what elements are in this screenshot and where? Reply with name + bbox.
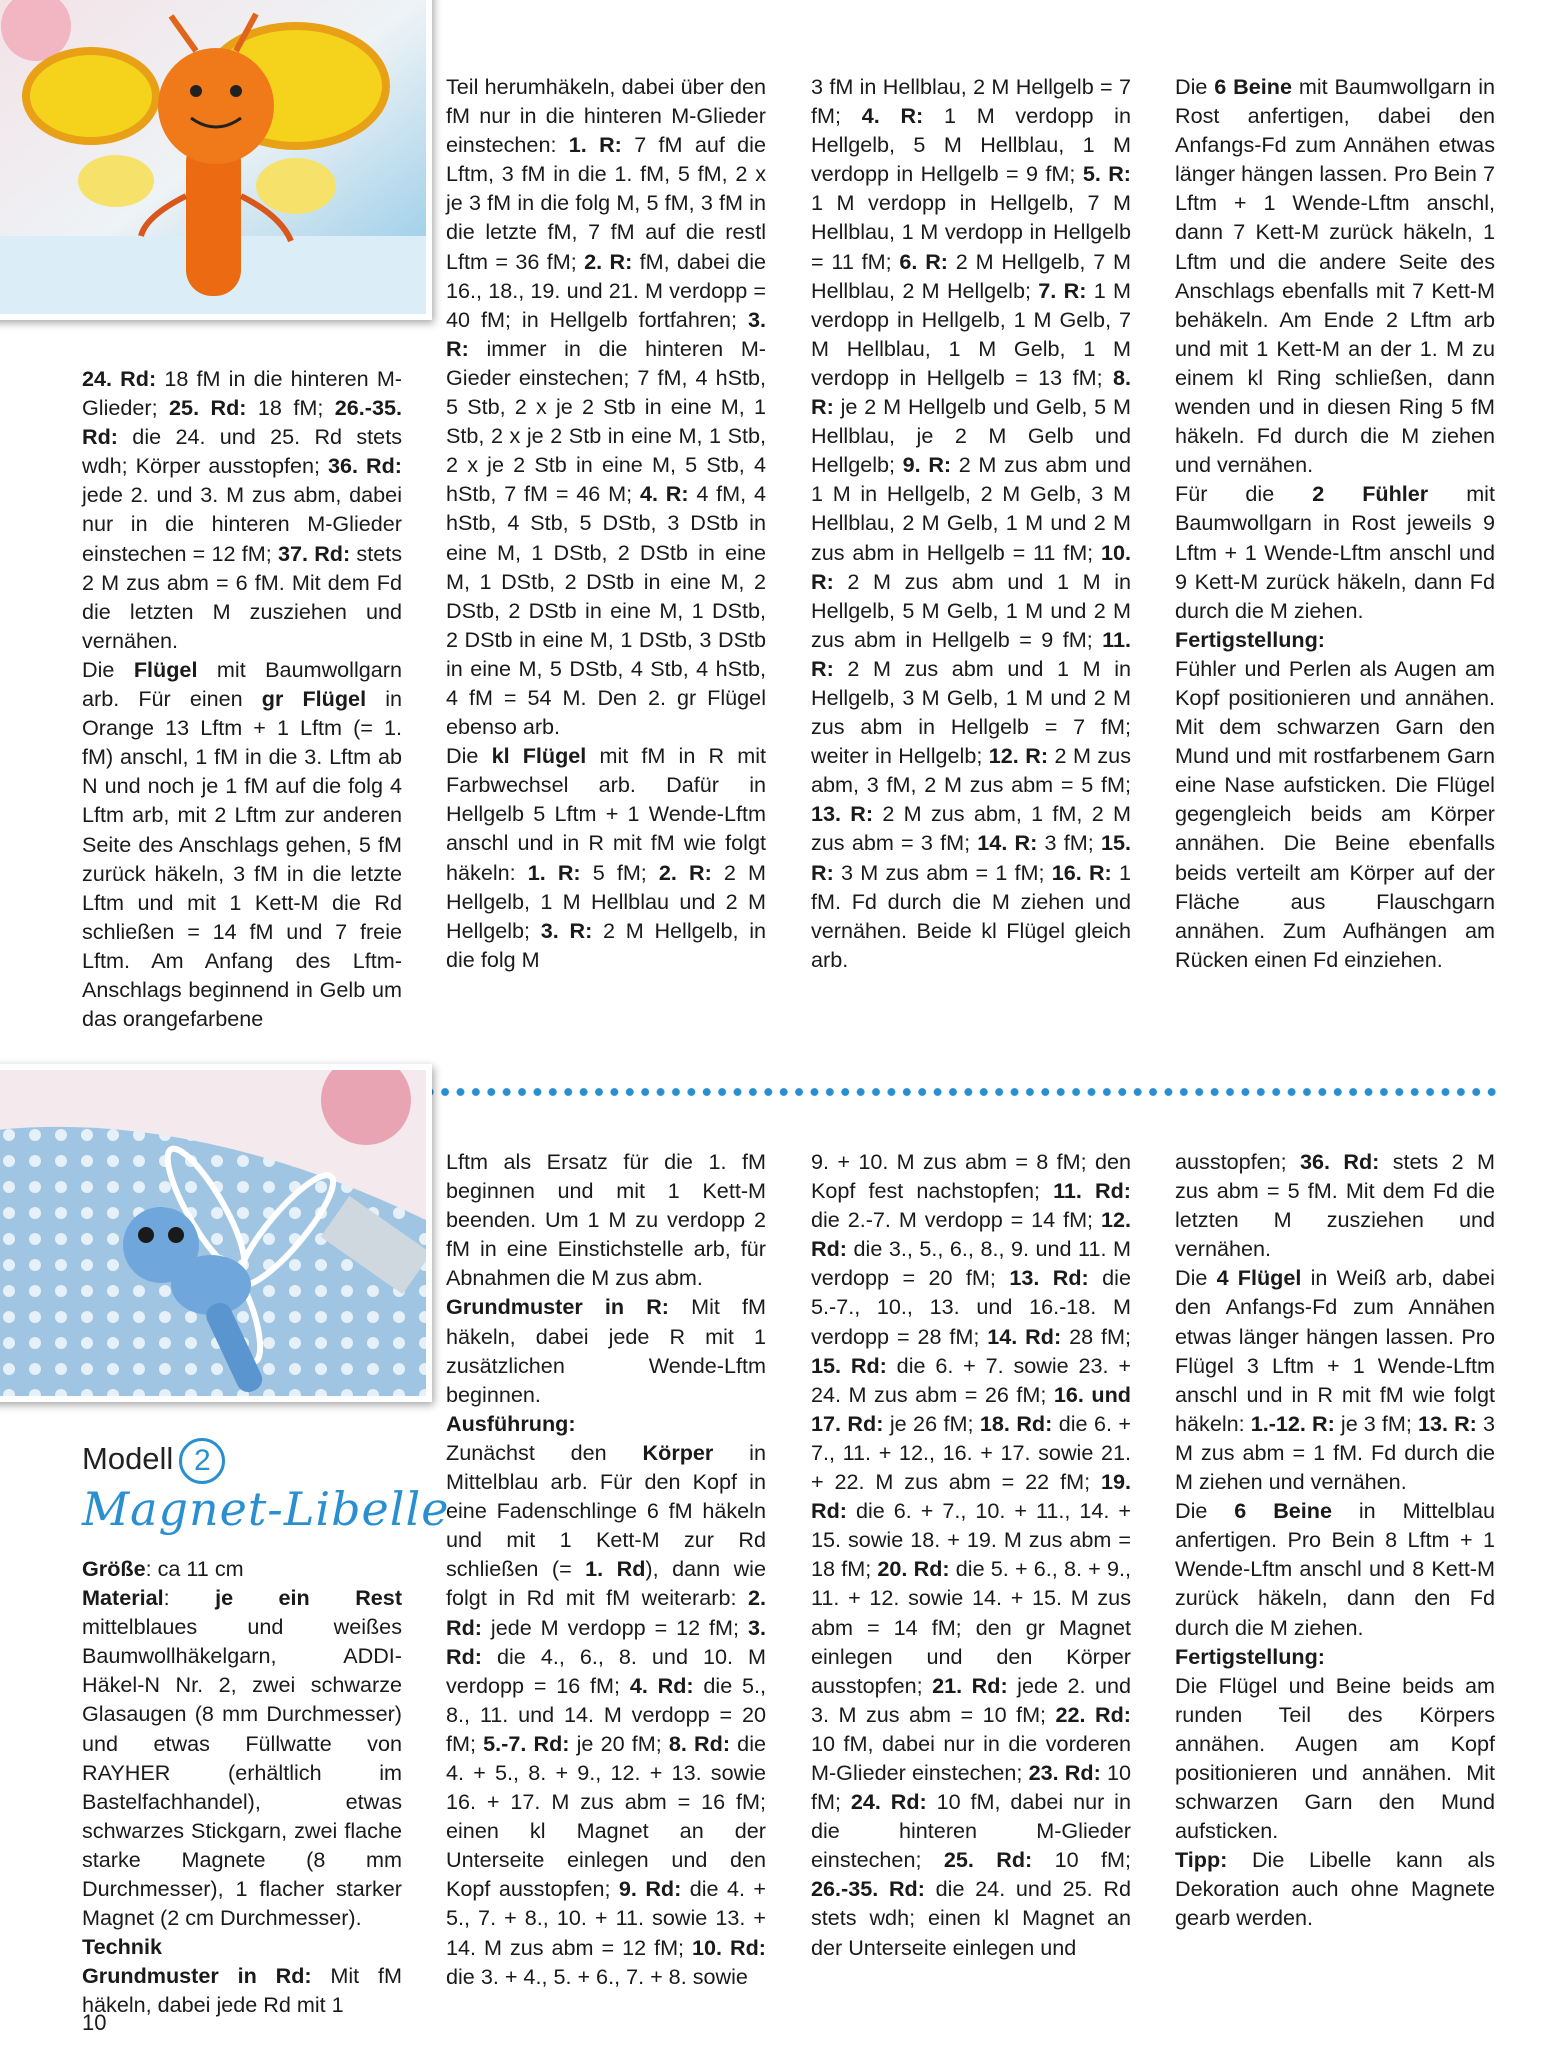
text-paragraph: 24. Rd: 18 fM in die hinteren M-Glieder; 25. Rd: 18 fM; 26.-35. Rd: die 24. und 25. Rd stets wdh; Körper ausstopfen; 36. Rd: jede 2. und 3. M zus abm, dabei nur in die hinteren M-Glieder einstechen = 12 fM; 37. Rd: stets 2 M zus abm = 6 fM. Mit dem Fd die letzten M zusziehen und vernähen. — [82, 366, 403, 653]
section-heading: Ausführung: — [446, 1410, 576, 1436]
text-paragraph: Grundmuster in R: Mit fM häkeln, dabei jede R mit 1 zusätzlichen Wende-Lftm beginnen. — [446, 1294, 766, 1407]
top-column-2 — [446, 72, 766, 974]
page-number: 10 — [82, 2010, 107, 2035]
top-column-4 — [1175, 72, 1495, 974]
bottom-column-1 — [82, 1554, 402, 2020]
text-paragraph: Material: je ein Rest mittelblaues und weißes Baumwollhäkelgarn, ADDI-Häkel-N Nr. 2, zwei schwarze Glasaugen (8 mm Durchmesser) und etwas Füllwatte von RAYHER (erhältlich im Bastelfachhandel), etwas schwarzes Stickgarn, zwei flache starke Magnete (8 mm Durchmesser), 1 flacher starker Magnet (2 cm Durchmesser). — [82, 1585, 403, 1931]
text-paragraph: Die 4 Flügel in Weiß arb, dabei den Anfangs-Fd zum Annähen etwas länger hängen lassen. Pro Flügel 3 Lftm + 1 Wende-Lftm anschl und in R mit fM wie folgt häkeln: 1.-12. R: je 3 fM; 13. R: 3 M zus abm = 1 fM. Fd durch die M ziehen und vernähen. — [1175, 1265, 1495, 1495]
text-paragraph: 3 fM in Hellblau, 2 M Hellgelb = 7 fM; 4. R: 1 M verdopp in Hellgelb, 5 M Hellblau, 1 M verdopp in Hellgelb = 9 fM; 5. R: 1 M verdopp in Hellgelb, 7 M Hellblau, 1 M verdopp in Hellgelb = 11 fM; 6. R: 2 M Hellgelb, 7 M Hellblau, 2 M Hellgelb; 7. R: 1 M verdopp in Hellgelb, 1 M Gelb, 7 M Hellblau, 1 M Gelb, 1 M verdopp in Hellgelb = 13 fM; 8. R: je 2 M Hellgelb und Gelb, 5 M Hellblau, je 2 M Gelb und Hellgelb; 9. R: 2 M zus abm und 1 M in Hellgelb, 2 M Gelb, 3 M Hellblau, 2 M Gelb, 1 M und 2 M zus abm in Hellgelb = 11 fM; 10. R: 2 M zus abm und 1 M in Hellgelb, 5 M Gelb, 1 M und 2 M zus abm in Hellgelb = 9 fM; 11. R: 2 M zus abm und 1 M in Hellgelb, 3 M Gelb, 1 M und 2 M zus abm in Hellgelb = 7 fM; weiter in Hellgelb; 12. R: 2 M zus abm, 3 fM, 2 M zus abm = 5 fM; 13. R: 2 M zus abm, 1 fM, 2 M zus abm = 3 fM; 14. R: 3 fM; 15. R: 3 M zus abm = 1 fM; 16. R: 1 fM. Fd durch die M ziehen und vernähen. Beide kl Flügel gleich arb. — [811, 74, 1132, 972]
text-paragraph: Lftm als Ersatz für die 1. fM beginnen und mit 1 Kett-M beenden. Um 1 M zu verdopp 2 fM in eine Einstichstelle arb, für Abnahmen die M zus abm. — [446, 1149, 766, 1291]
text-paragraph: Die Flügel mit Baumwollgarn arb. Für einen gr Flügel in Orange 13 Lftm + 1 Lftm (= 1. fM) anschl, 1 fM in die 3. Lftm ab N und noch je 1 fM auf die folg 4 Lftm arb, mit 2 Lftm zur anderen Seite des Anschlags gehen, 5 fM zurück häkeln, 3 fM in die letzte Lftm und mit 1 Kett-M die Rd schließen = 14 fM und 7 freie Lftm. Am Anfang des Lftm-Anschlags beginnend in Gelb um das orangefarbene — [82, 656, 402, 1032]
butterfly-illustration — [0, 0, 426, 314]
text-paragraph: Tipp: Die Libelle kann als Dekoration auch ohne Magnete gearb werden. — [1175, 1847, 1495, 1931]
text-paragraph: ausstopfen; 36. Rd: stets 2 M zus abm = 5 fM. Mit dem Fd die letzten M zusziehen und vernähen. — [1175, 1149, 1495, 1262]
dotted-separator — [422, 1086, 1498, 1098]
model-number-badge: 2 — [179, 1438, 225, 1484]
dragonfly-illustration — [0, 1070, 426, 1396]
top-column-1 — [82, 364, 402, 1033]
top-column-3 — [811, 72, 1131, 974]
bottom-column-3 — [811, 1147, 1131, 1962]
dragonfly-photo — [0, 1064, 432, 1402]
bottom-column-4 — [1175, 1147, 1495, 1933]
model-name: Magnet-Libelle — [82, 1482, 450, 1536]
text-paragraph: Die Flügel und Beine beids am runden Teil des Körpers annähen. Augen am Kopf positionieren und annähen. Mit schwarzen Garn den Mund aufsticken. — [1175, 1672, 1495, 1844]
text-paragraph: Größe: ca 11 cm — [82, 1556, 244, 1581]
text-paragraph: 9. + 10. M zus abm = 8 fM; den Kopf fest nachstopfen; 11. Rd: die 2.-7. M verdopp = 14 fM; 12. Rd: die 3., 5., 6., 8., 9. und 11. M verdopp = 20 fM; 13. Rd: die 5.-7., 10., 13. und 16.-18. M verdopp = 28 fM; 14. Rd: 28 fM; 15. Rd: die 6. + 7. sowie 23. + 24. M zus abm = 26 fM; 16. und 17. Rd: je 26 fM; 18. Rd: die 6. + 7., 11. + 12., 16. + 17. sowie 21. + 22. M zus abm = 22 fM; 19. Rd: die 6. + 7., 10. + 11., 14. + 15. sowie 18. + 19. M zus abm = 18 fM; 20. Rd: die 5. + 6., 8. + 9., 11. + 12. sowie 14. + 15. M zus abm = 14 fM; den gr Magnet einlegen und den Körper ausstopfen; 21. Rd: jede 2. und 3. M zus abm = 10 fM; 22. Rd: 10 fM, dabei nur in die vorderen M-Glieder einstechen; 23. Rd: 10 fM; 24. Rd: 10 fM, dabei nur in die hinteren M-Glieder einstechen; 25. Rd: 10 fM; 26.-35. Rd: die 24. und 25. Rd stets wdh; einen kl Magnet an der Unterseite einlegen und — [811, 1149, 1132, 1960]
section-heading: Fertigstellung: — [1175, 626, 1325, 652]
text-paragraph: Fühler und Perlen als Augen am Kopf positionieren und annähen. Mit dem schwarzen Garn den Mund und mit rostfarbenem Garn eine Nase aufsticken. Die Flügel gegengleich beids am Körper annähen. Die Beine ebenfalls beids verteilt am Körper auf der Fläche aus Flauschgarn annähen. Zum Aufhängen am Rücken einen Fd einziehen. — [1175, 655, 1495, 972]
text-paragraph: Grundmuster in Rd: Mit fM häkeln, dabei jede Rd mit 1 — [82, 1963, 402, 2018]
text-paragraph: Die 6 Beine in Mittelblau anfertigen. Pro Bein 8 Lftm + 1 Wende-Lftm anschl und 8 Kett-M zurück häkeln, dann den Fd durch die M ziehen. — [1175, 1498, 1495, 1640]
butterfly-photo — [0, 0, 432, 320]
model-label: Modell — [82, 1441, 174, 1477]
text-paragraph: Für die 2 Fühler mit Baumwollgarn in Rost jeweils 9 Lftm + 1 Wende-Lftm anschl und 9 Kett-M zurück häkeln, dann Fd durch die M ziehen. — [1175, 481, 1495, 623]
text-paragraph: Teil herumhäkeln, dabei über den fM nur in die hinteren M-Glieder einstechen: 1. R: 7 fM auf die Lftm, 3 fM in die 1. fM, 5 fM, 2 x je 3 fM in die folg M, 5 fM, 3 fM in die letzte fM, 7 fM auf die restl Lftm = 36 fM; 2. R: fM, dabei die 16., 18., 19. und 21. M verdopp = 40 fM; in Hellgelb fortfahren; 3. R: immer in die hinteren M-Gieder einstechen; 7 fM, 4 hStb, 5 Stb, 2 x je 2 Stb in eine M, 1 Stb, 2 x je 2 Stb in eine M, 1 Stb, 2 x je 2 Stb in eine M, 5 Stb, 4 hStb, 7 fM = 46 M; 4. R: 4 fM, 4 hStb, 4 Stb, 5 DStb, 3 DStb in eine M, 1 DStb, 2 DStb in eine M, 1 DStb, 2 DStb in eine M, 2 DStb, 2 DStb in eine M, 1 DStb, 2 DStb in eine M, 1 DStb, 3 DStb in eine M, 5 DStb, 4 Stb, 4 hStb, 4 fM = 54 M. Den 2. gr Flügel ebenso arb. — [446, 74, 767, 740]
section-heading: Fertigstellung: — [1175, 1643, 1325, 1669]
section-heading: Technik — [82, 1934, 162, 1960]
text-paragraph: Zunächst den Körper in Mittelblau arb. Für den Kopf in eine Fadenschlinge 6 fM häkeln und mit 1 Kett-M zur Rd schließen (= 1. Rd), dann wie folgt in Rd mit fM weiterarb: 2. Rd: jede M verdopp = 12 fM; 3. Rd: die 4., 6., 8. und 10. M verdopp = 16 fM; 4. Rd: die 5., 8., 11. und 14. M verdopp = 20 fM; 5.-7. Rd: je 20 fM; 8. Rd: die 4. + 5., 8. + 9., 12. + 13. sowie 16. + 17. M zus abm = 16 fM; einen kl Magnet an der Unterseite einlegen und den Kopf ausstopfen; 9. Rd: die 4. + 5., 7. + 8., 10. + 11. sowie 13. + 14. M zus abm = 12 fM; 10. Rd: die 3. + 4., 5. + 6., 7. + 8. sowie — [446, 1439, 766, 1989]
text-paragraph: Die 6 Beine mit Baumwollgarn in Rost anfertigen, dabei den Anfangs-Fd zum Annähen etwas länger hängen lassen. Pro Bein 7 Lftm + 1 Wende-Lftm anschl, dann 7 Kett-M zurück häkeln, 1 Lftm und die andere Seite des Anschlags ebenfalls mit 7 Kett-M behäkeln. Am Ende 2 Lftm arb und mit 1 Kett-M an der 1. M zu einem kl Ring schließen, dann wenden und in diesen Ring 5 fM häkeln. Fd durch die M ziehen und vernähen. — [1175, 74, 1496, 478]
text-paragraph: Die kl Flügel mit fM in R mit Farbwechsel arb. Dafür in Hellgelb 5 Lftm + 1 Wende-Lftm anschl und in R mit fM wie folgt häkeln: 1. R: 5 fM; 2. R: 2 M Hellgelb, 1 M Hellblau und 2 M Hellgelb; 3. R: 2 M Hellgelb, in die folg M — [446, 743, 767, 972]
bottom-column-2 — [446, 1147, 766, 1991]
model-heading — [82, 1438, 225, 1484]
